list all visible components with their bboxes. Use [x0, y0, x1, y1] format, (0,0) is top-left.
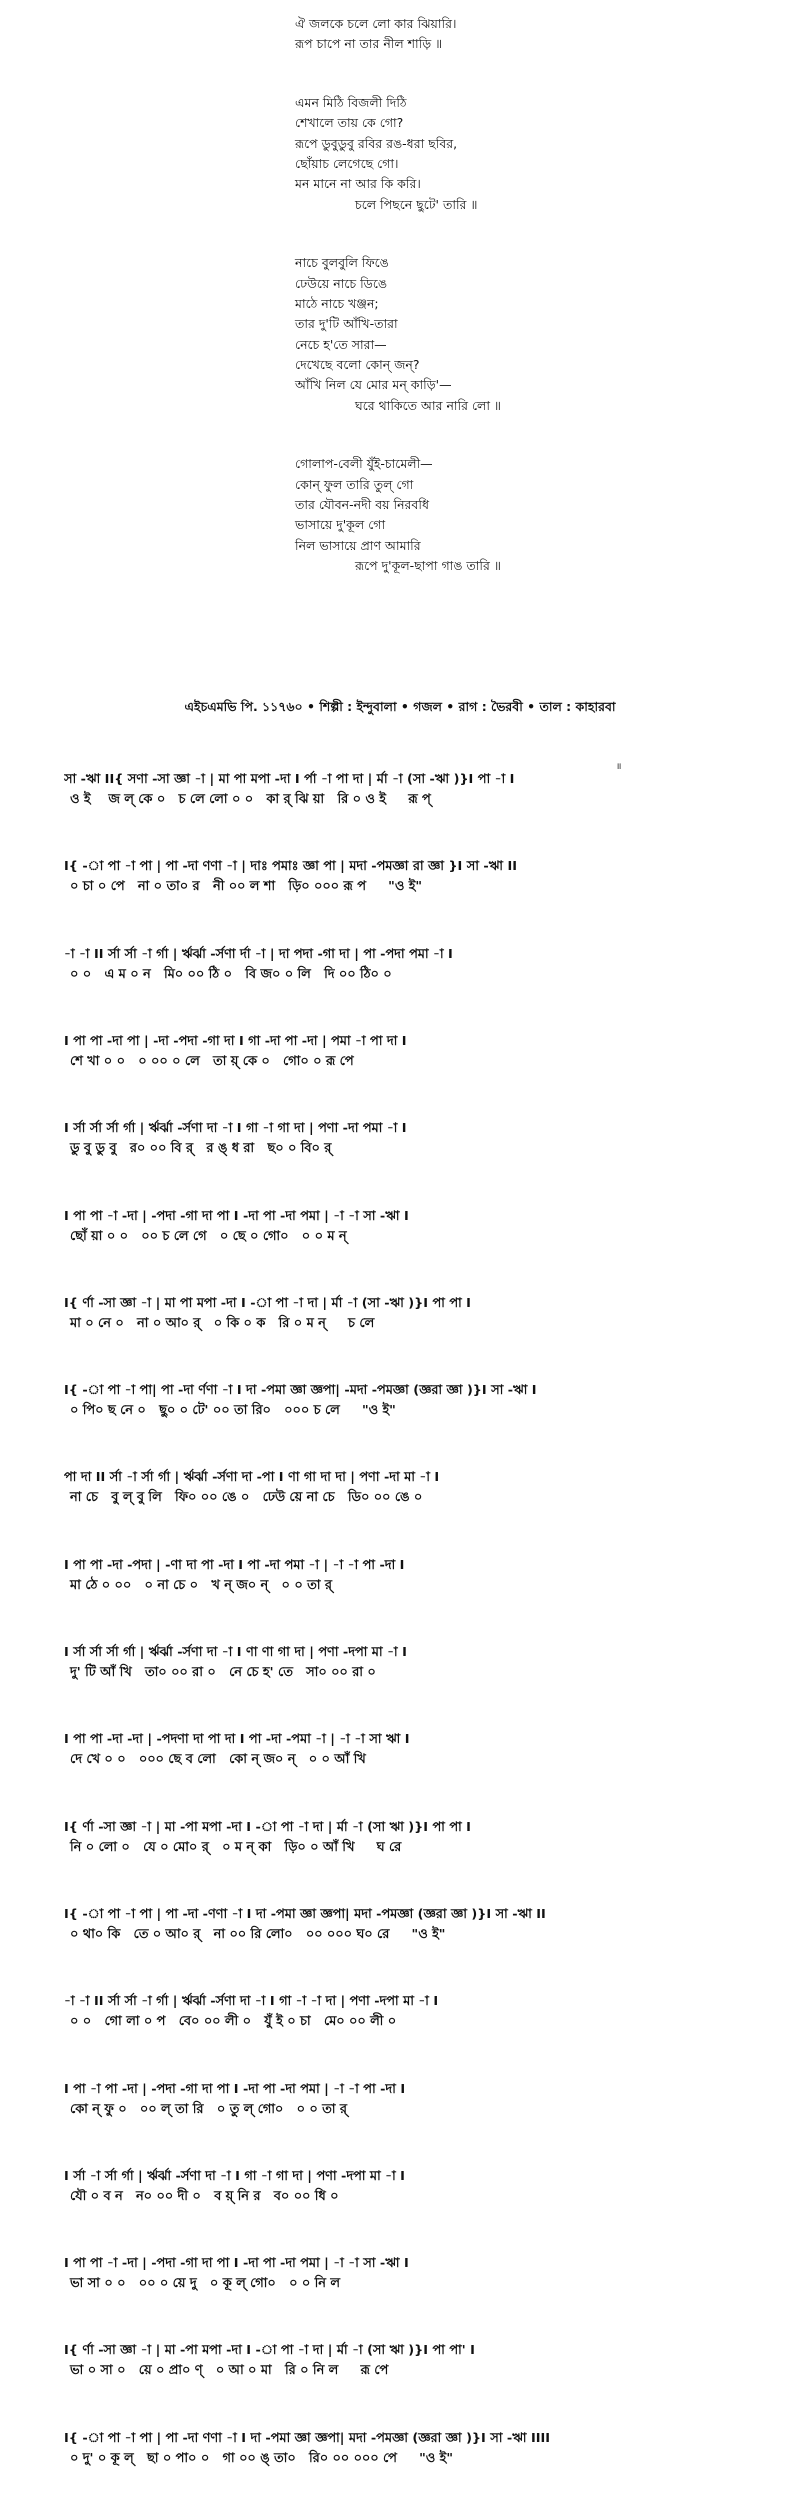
notation-block — [64, 1643, 744, 1683]
notation-block — [64, 1207, 744, 1247]
notation-lyric-line: যৌ ০ ব ন ন০ ০০ দী ০ ব য়্ নি র ব০ ০০ ধি ০ — [70, 2189, 339, 2204]
notation-lyric-line: ভা ০ সা ০ য়ে ০ প্রা০ ণ্ ০ আ ০ মা রি ০ নি ল রূ পে — [70, 2363, 389, 2378]
lyric-line: এমন মিঠি বিজলী দিঠি — [295, 94, 407, 110]
notation-lyric-line: কো ন্ ফু ০ ০০ ল্ তা রি ০ তু ল্ গো০ ০ ০ তা র্ — [70, 2102, 347, 2117]
notation-lyric-line: ০ ০ এ ম ০ ন মি০ ০০ ঠি ০ বি জ০ ০ লি দি ০০ ঠি০ ০ — [70, 967, 392, 982]
notation-block — [64, 1381, 744, 1421]
notation-block — [64, 1730, 744, 1770]
lyric-line: শেখালে তায় কে গো? — [295, 115, 404, 131]
notation-block — [64, 2167, 744, 2207]
lyric-line: গোলাপ-বেলী যুঁই-চামেলী— — [295, 456, 433, 472]
swaralipi-line: I{ -া পা -া পা | পা -দা ণণা -া I দা -পমা জ্ঞা জ্ঞপা| মদা -পমজ্ঞা (জ্ঞরা জ্ঞা )}I সা -ঋা IIII — [64, 2431, 550, 2446]
notation-block — [64, 945, 744, 985]
lyrics-stanza-4 — [295, 454, 735, 576]
swaralipi-line: I{ -া পা -া পা | পা -দা -ণণা -া I দা -পমা জ্ঞা জ্ঞপা| মদা -পমজ্ঞা (জ্ঞরা জ্ঞা )}I সা -ঋা II — [64, 1907, 546, 1922]
swaralipi-line: I র্সা র্সা র্সা র্গা | র্ঋর্ঝা -র্সণা দা -া I গা -া গা দা | পণা -দা পমা -া I — [64, 1121, 407, 1136]
notation-block — [64, 1294, 744, 1334]
notation-lyric-line: মা ০ নে ০ না ০ আ০ র্ ০ কি ০ ক রি ০ ম ন্ চ লে — [70, 1316, 375, 1331]
lyric-line: ঢেউয়ে নাচে ডিঙে — [295, 275, 388, 291]
swaralipi-line: I পা -া পা -দা | -পদা -গা দা পা I -দা পা -দা পমা | -া -া পা -দা I — [64, 2082, 406, 2097]
swaralipi-line: -া -া II র্সা র্সা -া র্গা | র্ঋর্ঝা -র্সণা দা -া I গা -া -া দা | পণা -দপা মা -া I — [64, 1994, 439, 2009]
notation-lyric-line: দু' টি আঁ খি তা০ ০০ রা ০ নে চে হ' তে সা০ ০০ রা ০ — [70, 1665, 376, 1680]
notation-lyric-line: ০ চা ০ পে না ০ তা০ র নী ০০ ল শা ড়ি০ ০০০ রূ প "ও ই" — [70, 879, 423, 894]
notation-lyric-line: মা ঠে ০ ০০ ০ না চে ০ খ ন্ জ০ ন্ ০ ০ তা র্ — [70, 1578, 332, 1593]
notation-lyric-line: ও ই জ ল্ কে ০ চ লে লো ০ ০ কা র্ ঝি য়া রি ০ ও ই রূ প্ — [70, 792, 431, 807]
notation-lyric-line: ০ দু' ০ কূ ল্ ছা ০ পা০ ০ গা ০০ ঙ্ তা০ রি০ ০০ ০০০ পে "ও ই" — [70, 2451, 454, 2466]
swaralipi-line: -া -া II র্সা র্সা -া র্গা | র্ঋর্ঝা -র্সণা র্দা -া | দা পদা -গা দা | পা -পদা পমা -া I — [64, 947, 453, 962]
section-mark: ॥ — [616, 762, 622, 772]
lyric-line: আঁখি নিল যে মোর মন্ কাড়ি'— — [295, 377, 452, 393]
lyric-line: মন মানে না আর কি করি। — [295, 176, 421, 192]
swaralipi-line: I পা পা -া -দা | -পদা -গা দা পা I -দা পা -দা পমা | -া -া সা -ঋা I — [64, 1209, 409, 1224]
lyric-line: ভাসায়ে দু'কূল গো — [295, 517, 386, 533]
swaralipi-line: I র্সা -া র্সা র্গা | র্ঋর্ঝা -র্সণা দা -া I গা -া গা দা | পণা -দপা মা -া I — [64, 2169, 405, 2184]
lyric-line: ঐ জলকে চলে লো কার ঝিয়ারি। — [295, 16, 457, 31]
notation-lyric-line: নি ০ লো ০ যে ০ মো০ র্ ০ ম ন্ কা ড়ি০ ০ আঁ খি ঘ রে — [70, 1840, 402, 1855]
notation-block — [64, 857, 744, 897]
lyric-line: ছোঁয়াচ লেগেছে গো। — [295, 155, 399, 171]
notation-block — [64, 1818, 744, 1858]
lyric-line: নাচে বুলবুলি ফিঙে — [295, 255, 389, 271]
notation-lyric-line: ডু বু ডু বু র০ ০০ বি র্ র ঙ্ ধ রা ছ০ ০ বি০ র্ — [70, 1141, 332, 1156]
swaralipi-line: I{ -া পা -া পা| পা -দা র্ণণা -া I দা -পমা জ্ঞা জ্ঞপা| -মদা -পমজ্ঞা (জ্ঞরা জ্ঞা )}I সা -ঋা I — [64, 1383, 537, 1398]
lyric-line: ঘরে থাকিতে আর নারি লো ॥ — [355, 397, 502, 413]
swaralipi-line: I{ র্ণা -সা জ্ঞা -া | মা পা মপা -দা I -া পা -া দা | র্মা -া (সা -ঋা )}I পা পা I — [64, 1296, 471, 1311]
lyric-line: রূপে দু'কূল-ছাপা গাঙ তারি ॥ — [355, 558, 501, 574]
swaralipi-line: সা -ঋা II{ সণা -সা জ্ঞা -া | মা পা মপা -দা I র্পা -া পা দা | র্মা -া (সা -ঋা )}I পা -া I — [64, 772, 515, 787]
lyric-line: রূপ চাপে না তার নীল শাড়ি ॥ — [295, 36, 443, 52]
lyric-line: তার যৌবন-নদী বয় নিরবধি — [295, 497, 429, 513]
notation-block — [64, 1992, 744, 2032]
notation-block — [64, 2429, 744, 2469]
record-info-line: এইচএমভি পি. ১১৭৬০ • শিল্পী : ইন্দুবালা • গজল • রাগ : ভৈরবী • তাল : কাহারবা — [184, 699, 616, 714]
lyric-line: তার দু'টি আঁখি-তারা — [295, 316, 398, 332]
swaralipi-line: পা দা II র্সা -া র্সা র্গা | র্ঋর্ঝা -র্সণা দা -পা I ণা গা দা দা | পণা -দা মা -া I — [64, 1470, 440, 1485]
lyric-line: কোন্ ফুল তারি তুল্ গো — [295, 476, 414, 492]
notation-block — [64, 2254, 744, 2294]
swaralipi-line: I{ -া পা -া পা | পা -দা ণণা -া | দাঃ পমাঃ জ্ঞা পা | মদা -পমজ্ঞা রা জ্ঞা }I সা -ঋা II — [64, 859, 517, 874]
notation-block — [64, 770, 744, 810]
notation-lyric-line: ভা সা ০ ০ ০০ ০ য়ে দু ০ কূ ল্ গো০ ০ ০ নি ল — [70, 2276, 340, 2291]
notation-block — [64, 1119, 744, 1159]
lyric-line: নিল ভাসায়ে প্রাণ আমারি — [295, 537, 421, 553]
lyrics-stanza-3 — [295, 253, 735, 416]
lyric-line: দেখেছে বলো কোন্ জন্? — [295, 357, 420, 373]
notation-block — [64, 1556, 744, 1596]
swaralipi-line: I র্সা র্সা র্সা র্গা | র্ঋর্ঝা -র্সণা দা -া I ণা ণা গা দা | পণা -দপা মা -া I — [64, 1645, 407, 1660]
notation-lyric-line: ০ থা০ কি তে ০ আ০ র্ না ০০ রি লো০ ০০ ০০০ ঘ০ রে "ও ই" — [70, 1927, 446, 1942]
lyrics-stanza-2 — [295, 93, 735, 215]
lyric-line: রূপে ডুবুডুবু রবির রঙ-ধরা ছবির, — [295, 135, 458, 151]
lyric-line: চলে পিছনে ছুটে' তারি ॥ — [355, 196, 478, 212]
notation-block — [64, 1905, 744, 1945]
notation-block — [64, 1032, 744, 1072]
swaralipi-line: I পা পা -দা -পদা | -ণা দা পা -দা I পা -দা পমা -া | -া -া পা -দা I — [64, 1558, 405, 1573]
notation-lyric-line: শে খা ০ ০ ০ ০০ ০ লে তা য়্ কে ০ গো০ ০ রূ পে — [70, 1054, 354, 1069]
song-lyrics — [295, 14, 735, 577]
notation-block — [64, 2341, 744, 2381]
notation-lyric-line: দে খে ০ ০ ০০০ ছে ব লো কো ন্ জ০ ন্ ০ ০ আঁ খি — [70, 1752, 366, 1767]
swaralipi-line: I পা পা -া -দা | -পদা -গা দা পা I -দা পা -দা পমা | -া -া সা -ঋা I — [64, 2256, 409, 2271]
notation-lyric-line: ০ ০ গো লা ০ প বে০ ০০ লী ০ যুঁ ই ০ চা মে০ ০০ লী ০ — [70, 2014, 397, 2029]
lyric-line: মাঠে নাচে খঞ্জন; — [295, 295, 379, 311]
swaralipi-line: I{ র্ণা -সা জ্ঞা -া | মা -পা মপা -দা I -া পা -া দা | র্মা -া (সা ঋা )}I পা পা' I — [64, 2343, 475, 2358]
notation-lyric-line: ছোঁ য়া ০ ০ ০০ চ লে গে ০ ছে ০ গো০ ০ ০ ম ন্ — [70, 1229, 347, 1244]
lyrics-stanza-1 — [295, 14, 735, 55]
swaralipi-line: I{ র্ণা -সা জ্ঞা -া | মা -পা মপা -দা I -া পা -া দা | র্মা -া (সা ঋা )}I পা পা I — [64, 1820, 471, 1835]
notation-block — [64, 1468, 744, 1508]
notation-lyric-line: ০ পি০ ছ নে ০ ছু০ ০ টে' ০০ তা রি০ ০০০ চ লে "ও ই" — [70, 1403, 396, 1418]
notation-block — [64, 2080, 744, 2120]
lyric-line: নেচে হ'তে সারা— — [295, 336, 387, 352]
notation-lyric-line: না চে বু ল্ বু লি ফি০ ০০ ঙে ০ ঢেউ য়ে না চে ডি০ ০০ ঙে ০ — [70, 1490, 423, 1505]
swaralipi-line: I পা পা -দা পা | -দা -পদা -গা দা I গা -দা পা -দা | পমা -া পা দা I — [64, 1034, 407, 1049]
swaralipi-line: I পা পা -দা -দা | -পদণা দা পা দা I পা -দা -পমা -া | -া -া সা ঋা I — [64, 1732, 410, 1747]
